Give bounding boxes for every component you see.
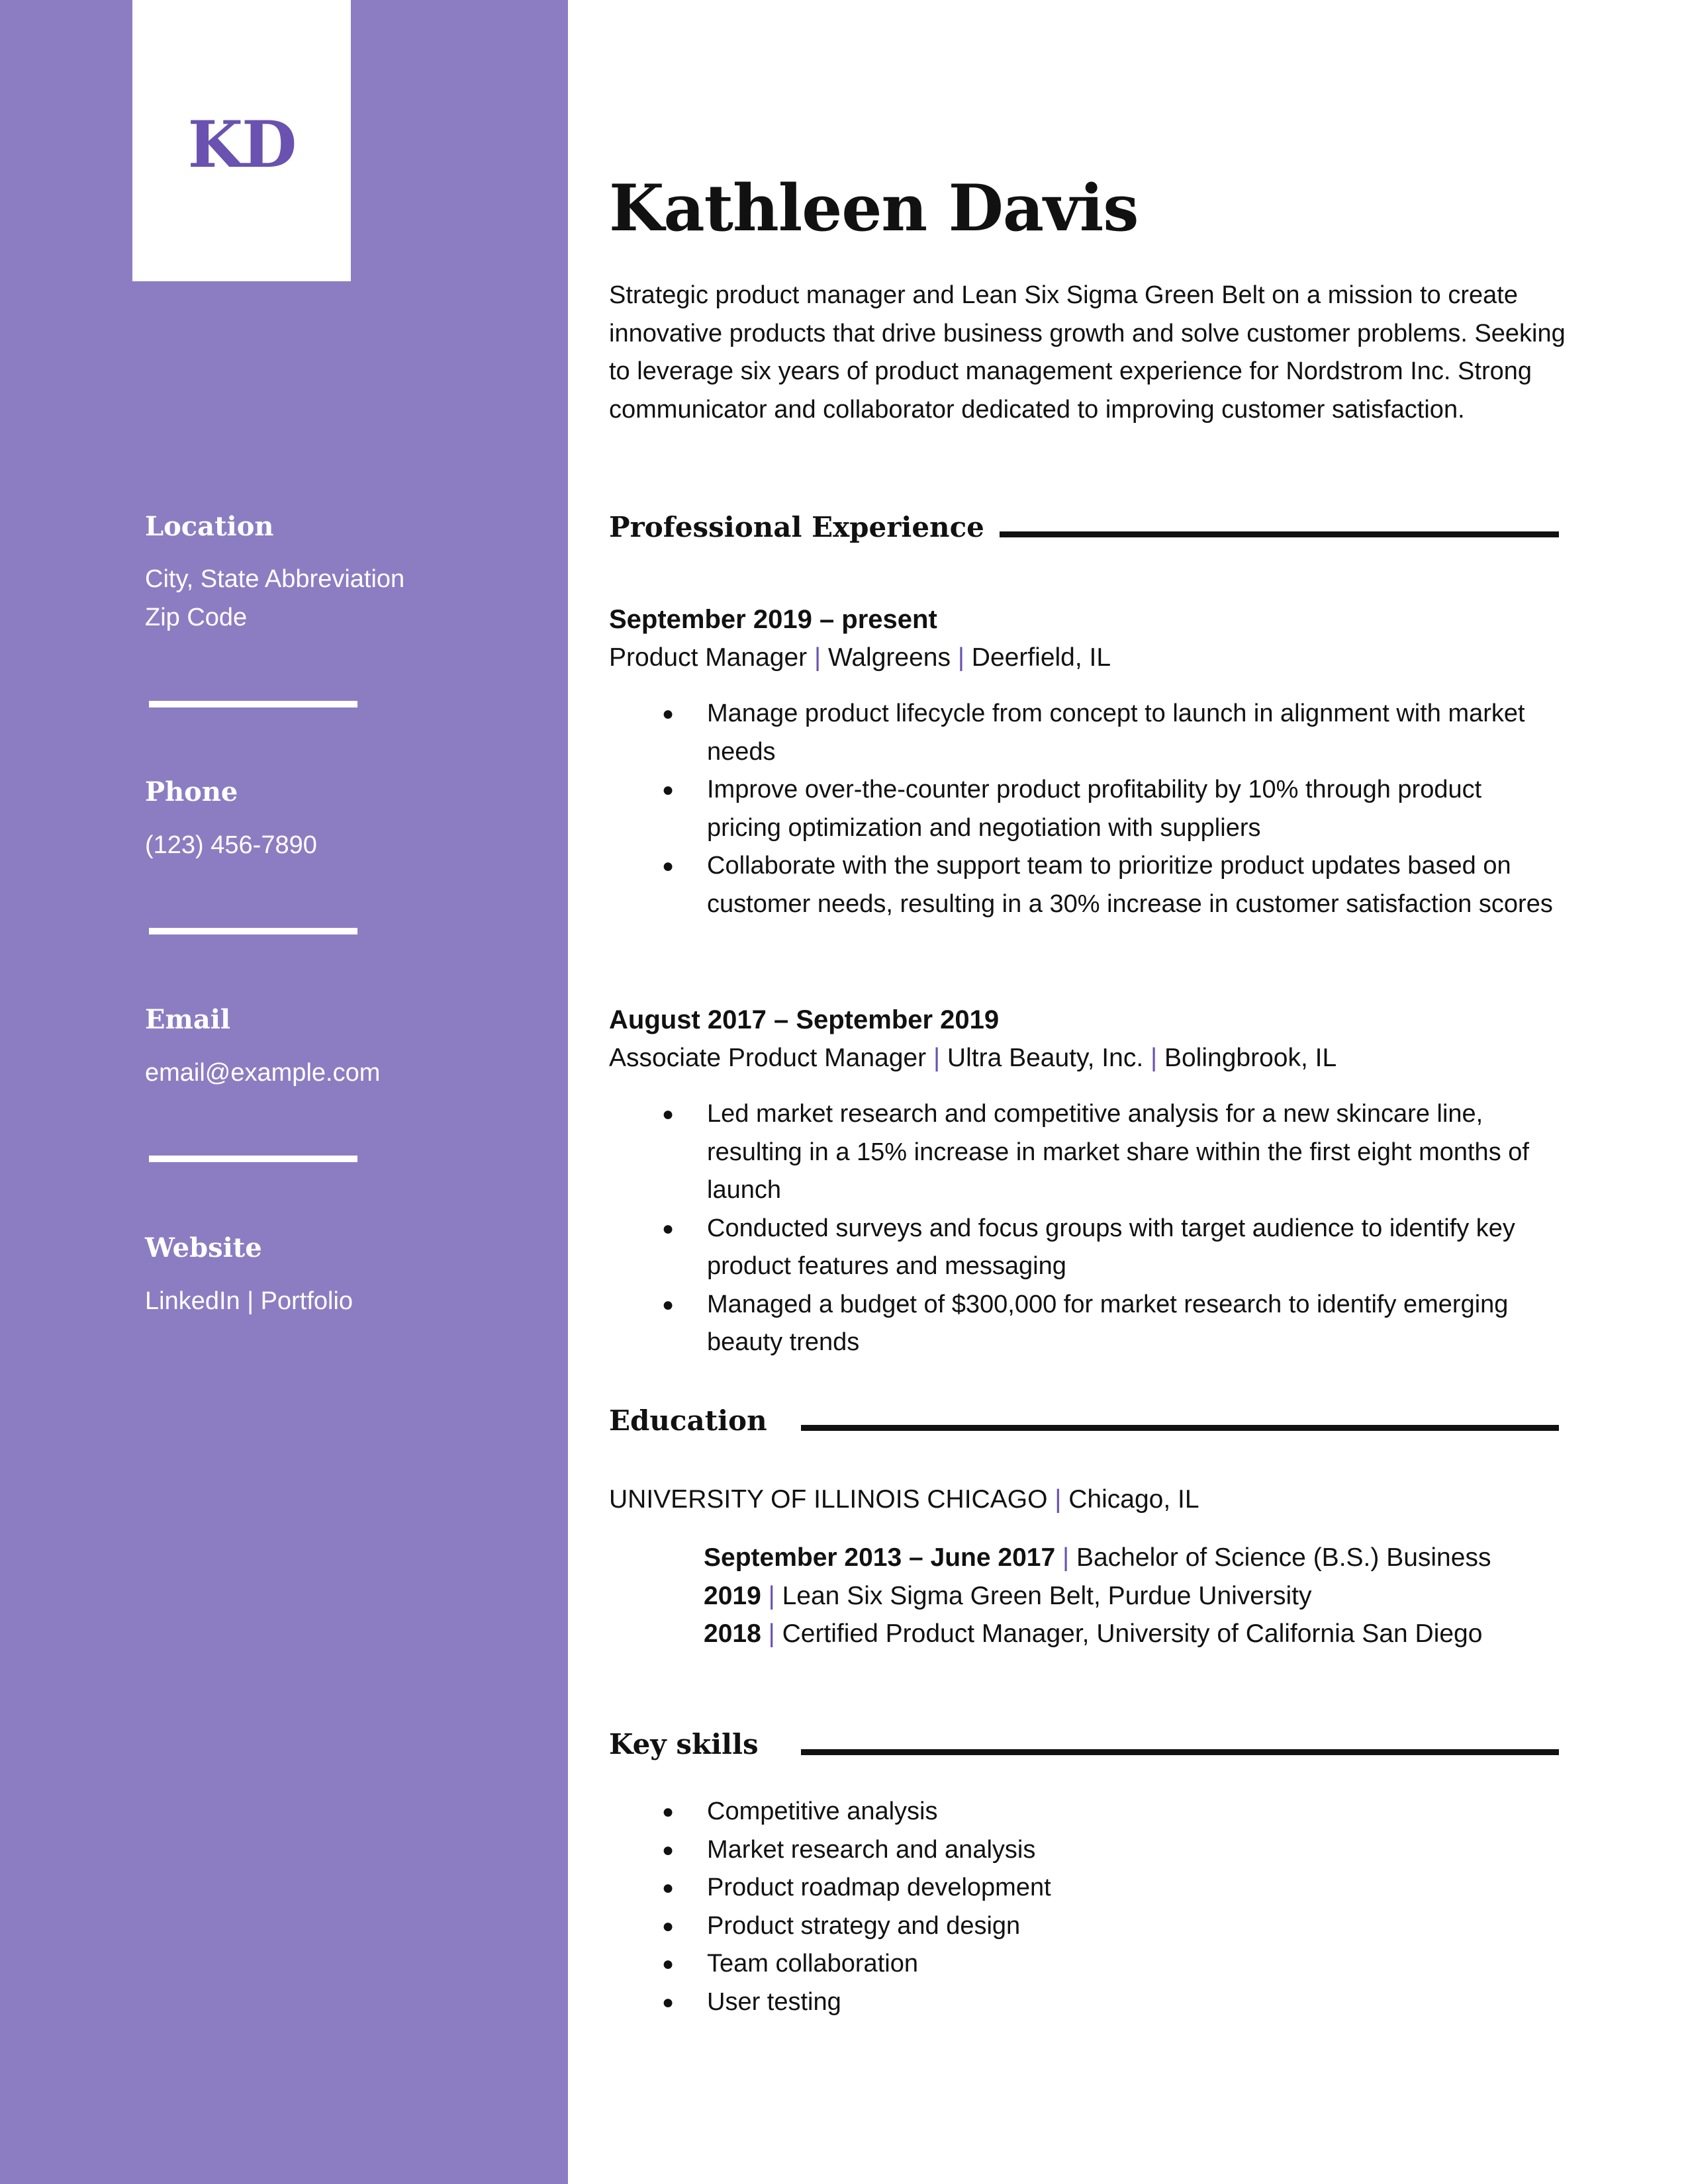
section-rule (801, 1425, 1559, 1431)
bullet-text: Led market research and competitive analysis for a new skincare line, resulting in a 15% increase in market share within the first eight months of launch (707, 1100, 1529, 1204)
bullet-icon: ● (662, 1915, 675, 1937)
list-item (662, 1831, 1562, 1870)
list-item (662, 1907, 1562, 1946)
phone-value: (123) 456-7890 (145, 831, 317, 859)
bullet-text: Manage product lifecycle from concept to launch in alignment with market needs (707, 700, 1525, 766)
monogram: KD (187, 107, 296, 182)
separator: | (768, 1582, 775, 1610)
skill-text: User testing (707, 1987, 841, 2016)
skill-text: Product strategy and design (707, 1911, 1021, 1940)
list-item (662, 771, 1562, 847)
list-item (662, 1095, 1562, 1210)
bullet-icon: ● (662, 1877, 675, 1899)
bullet-icon: ● (662, 703, 675, 725)
email-heading: Email (145, 1004, 231, 1035)
education-detail: Bachelor of Science (B.S.) Business (1076, 1543, 1491, 1572)
summary: Strategic product manager and Lean Six Sigma Green Belt on a mission to create innovative products that drive business growth and solve customer problems. Seeking to leverage six years of product management experience for Nordstrom Inc. Strong communicator and collaborator dedicated to improving customer satisfaction. (609, 281, 1566, 424)
job-dates: August 2017 – September 2019 (609, 1005, 1000, 1034)
list-item (662, 1869, 1562, 1907)
school-name: UNIVERSITY OF ILLINOIS CHICAGO (609, 1485, 1048, 1514)
bullet-icon: ● (662, 1839, 675, 1861)
job-company: Ultra Beauty, Inc. (947, 1044, 1144, 1072)
skill-text: Market research and analysis (707, 1835, 1036, 1864)
bullet-text: Conducted surveys and focus groups with target audience to identify key product features and messaging (707, 1214, 1515, 1280)
job-company: Walgreens (828, 643, 951, 672)
location-heading: Location (145, 511, 274, 542)
bullet-icon: ● (662, 1293, 675, 1316)
education-detail: Certified Product Manager, University of California San Diego (782, 1619, 1483, 1648)
bullet-icon: ● (662, 1991, 675, 2013)
education-date: 2019 (704, 1582, 761, 1610)
bullet-icon: ● (662, 779, 675, 801)
separator: | (957, 643, 964, 672)
job-location: Bolingbrook, IL (1164, 1044, 1337, 1072)
separator: | (814, 643, 821, 672)
section-rule (801, 1749, 1559, 1755)
education-date: 2018 (704, 1619, 761, 1648)
bullet-icon: ● (662, 1801, 675, 1823)
education-detail: Lean Six Sigma Green Belt, Purdue University (782, 1582, 1312, 1610)
job-title-line (609, 643, 1111, 672)
list-item (662, 1286, 1562, 1362)
bullet-text: Collaborate with the support team to prioritize product updates based on customer needs, resulting in a 30% increase in customer satisfaction scores (707, 852, 1553, 918)
skills-heading: Key skills (609, 1728, 759, 1760)
list-item (662, 1793, 1562, 1831)
school-line (609, 1485, 1199, 1514)
separator: | (1150, 1044, 1158, 1072)
website-heading: Website (145, 1232, 262, 1263)
skill-text: Competitive analysis (707, 1797, 938, 1825)
list-item (662, 847, 1562, 923)
separator: | (768, 1619, 775, 1648)
job-title: Product Manager (609, 643, 808, 672)
location-line2: Zip Code (145, 604, 248, 631)
bullet-icon: ● (662, 1953, 675, 1975)
bullet-icon: ● (662, 855, 675, 877)
phone-heading: Phone (145, 776, 238, 807)
education-date: September 2013 – June 2017 (704, 1543, 1056, 1572)
education-heading: Education (609, 1404, 767, 1437)
skill-text: Team collaboration (707, 1950, 918, 1978)
list-item (662, 1945, 1562, 1983)
job-dates: September 2019 – present (609, 605, 937, 634)
job-bullets (662, 1095, 1562, 1362)
education-item (704, 1619, 1482, 1649)
bullet-text: Managed a budget of $300,000 for market research to identify emerging beauty trends (707, 1290, 1509, 1356)
bullet-text: Improve over-the-counter product profitability by 10% through product pricing optimization and negotiation with suppliers (707, 776, 1482, 842)
job-bullets (662, 695, 1562, 923)
separator: | (933, 1044, 941, 1072)
experience-heading: Professional Experience (609, 511, 984, 543)
separator: | (1062, 1543, 1070, 1572)
education-item (704, 1582, 1311, 1611)
school-location: Chicago, IL (1068, 1485, 1199, 1514)
list-item (662, 1210, 1562, 1286)
list-item (662, 1983, 1562, 2022)
separator: | (1055, 1485, 1062, 1514)
email-value[interactable]: email@example.com (145, 1059, 381, 1087)
location-line1: City, State Abbreviation (145, 565, 405, 593)
skill-text: Product roadmap development (707, 1874, 1051, 1901)
candidate-name: Kathleen Davis (609, 171, 1139, 246)
bullet-icon: ● (662, 1103, 675, 1125)
section-rule (1000, 531, 1559, 537)
website-links[interactable]: LinkedIn | Portfolio (145, 1287, 353, 1315)
bullet-icon: ● (662, 1217, 675, 1240)
job-title-line (609, 1044, 1336, 1073)
job-location: Deerfield, IL (971, 643, 1111, 672)
list-item (662, 695, 1562, 771)
education-item (704, 1543, 1491, 1572)
skills-list (662, 1793, 1562, 2021)
job-title: Associate Product Manager (609, 1044, 927, 1072)
